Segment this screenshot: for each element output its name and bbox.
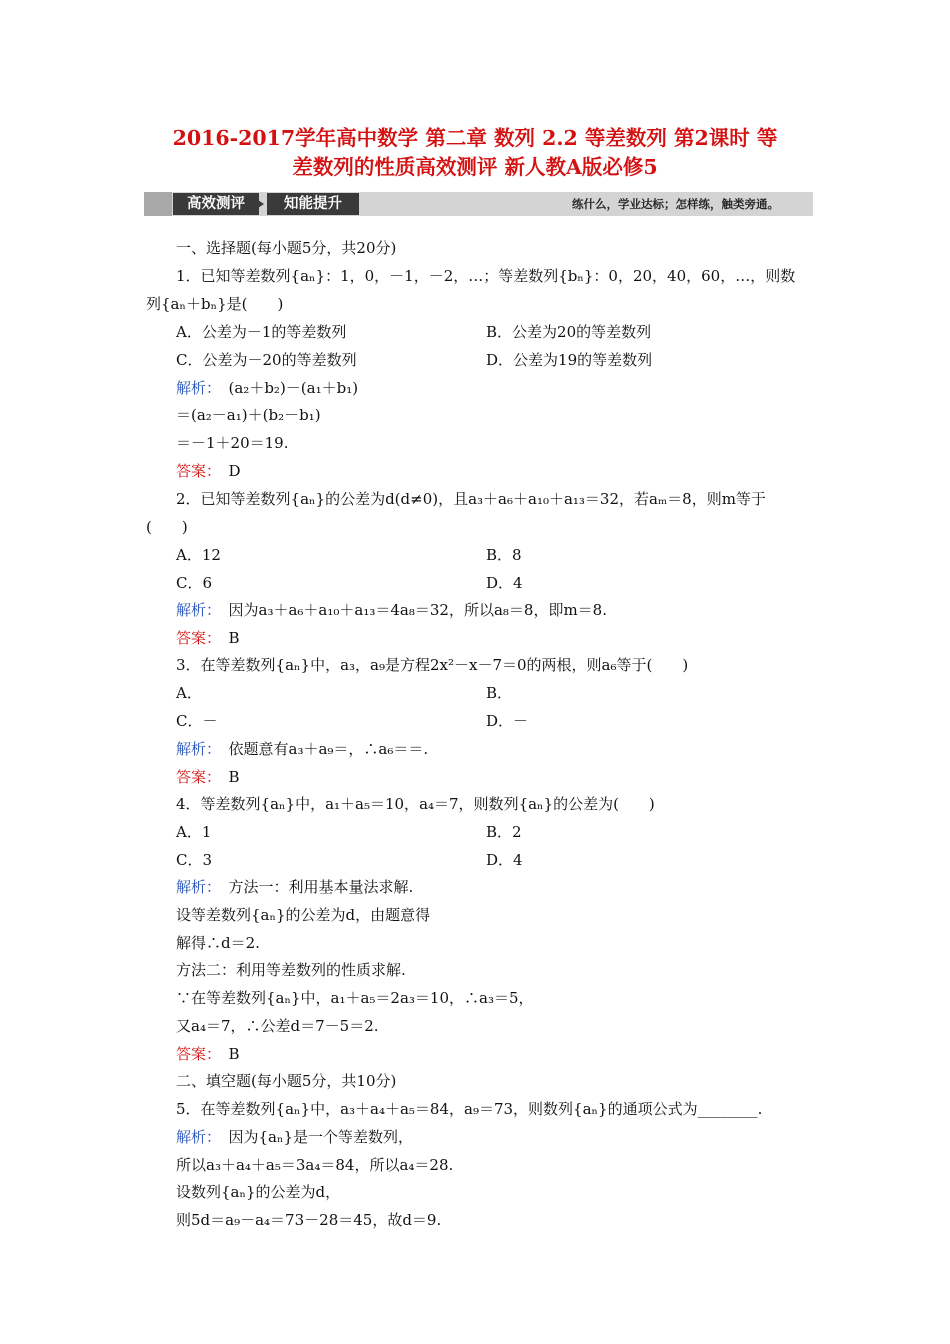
- text-line: [176, 988, 534, 1008]
- line-text: 4．等差数列{aₙ}中，a₁＋a₅＝10，a₄＝7，则数列{aₙ}的公差为( ): [176, 795, 655, 813]
- text-line: [176, 1127, 413, 1147]
- line-text: D．公差为19的等差数列: [486, 351, 653, 369]
- document-title: [130, 124, 820, 182]
- banner-motto: 练什么，学业达标；怎样练，触类旁通。: [572, 197, 779, 211]
- analysis-label: 解析：: [176, 740, 214, 758]
- text-line: [176, 794, 655, 814]
- line-text: D: [213, 462, 241, 480]
- line-text: 所以a₃＋a₄＋a₅＝3a₄＝84，所以a₄＝28.: [176, 1156, 454, 1174]
- answer-label: 答案：: [176, 462, 214, 480]
- text-line: [176, 1044, 240, 1064]
- title-line-2: 差数列的性质高效测评 新人教A版必修5: [292, 155, 658, 179]
- text-line: [176, 433, 289, 453]
- text-line: [176, 545, 221, 565]
- answer-label: 答案：: [176, 629, 214, 647]
- text-line: [146, 294, 283, 314]
- text-line: [176, 378, 358, 398]
- analysis-label: 解析：: [176, 878, 214, 896]
- line-text: B．8: [486, 546, 522, 564]
- line-text: ＝(a₂－a₁)＋(b₂－b₁): [176, 406, 321, 424]
- text-line: [176, 1016, 379, 1036]
- analysis-label: 解析：: [176, 1128, 214, 1146]
- text-line: [176, 960, 406, 980]
- answer-label: 答案：: [176, 1045, 214, 1063]
- text-line: [176, 238, 396, 258]
- text-line: [176, 266, 795, 286]
- line-text: 则5d＝a₉－a₄＝73－28＝45，故d＝9.: [176, 1211, 442, 1229]
- line-text: D．4: [486, 574, 523, 592]
- text-line: [486, 683, 512, 703]
- text-line: [176, 739, 428, 759]
- line-text: 列{aₙ＋bₙ}是( ): [146, 295, 284, 313]
- line-text: ∵在等差数列{aₙ}中，a₁＋a₅＝2a₃＝10，∴a₃＝5，: [176, 989, 534, 1007]
- text-line: [176, 655, 688, 675]
- line-text: 3．在等差数列{aₙ}中，a₃，a₉是方程2x²－x－7＝0的两根，则a₆等于( ): [176, 656, 689, 674]
- analysis-label: 解析：: [176, 379, 214, 397]
- text-line: [176, 905, 430, 925]
- text-line: [176, 767, 240, 787]
- text-line: [176, 350, 357, 370]
- text-line: [486, 711, 528, 731]
- line-text: C．6: [176, 574, 213, 592]
- text-line: [176, 489, 766, 509]
- line-text: ＝－1＋20＝19.: [176, 434, 289, 452]
- banner-stripe: [144, 192, 172, 216]
- text-line: [176, 1182, 340, 1202]
- line-text: 5．在等差数列{aₙ}中，a₃＋a₄＋a₅＝84，a₉＝73，则数列{aₙ}的通项公式为________.: [176, 1100, 763, 1118]
- text-line: [176, 1210, 441, 1230]
- line-text: 设等差数列{aₙ}的公差为d，由题意得: [176, 906, 431, 924]
- text-line: [176, 822, 211, 842]
- text-line: [176, 600, 607, 620]
- line-text: B: [213, 629, 240, 647]
- line-text: D．4: [486, 851, 523, 869]
- text-line: [486, 350, 652, 370]
- line-text: A．: [176, 684, 202, 702]
- line-text: 二、填空题(每小题5分，共10分): [176, 1072, 397, 1090]
- text-line: [176, 877, 413, 897]
- line-text: 1．已知等差数列{aₙ}：1，0，－1，－2，…；等差数列{bₙ}：0，20，40，60，…，则数: [176, 267, 796, 285]
- line-text: A．公差为－1的等差数列: [176, 323, 347, 341]
- banner-arrow-icon: [258, 200, 264, 208]
- line-text: D．－: [486, 712, 529, 730]
- text-line: [176, 933, 260, 953]
- line-text: 方法一：利用基本量法求解.: [213, 878, 414, 896]
- text-line: [486, 573, 523, 593]
- section-banner: [144, 192, 813, 216]
- text-line: [176, 1155, 453, 1175]
- line-text: C．公差为－20的等差数列: [176, 351, 357, 369]
- line-text: C．－: [176, 712, 218, 730]
- line-text: 设数列{aₙ}的公差为d，: [176, 1183, 341, 1201]
- line-text: 因为{aₙ}是一个等差数列，: [213, 1128, 414, 1146]
- text-line: [486, 545, 522, 565]
- line-text: (a₂＋b₂)－(a₁＋b₁): [213, 379, 359, 397]
- line-text: 依题意有a₃＋a₉＝，∴a₆＝＝.: [213, 740, 429, 758]
- line-text: B: [213, 1045, 240, 1063]
- text-line: [486, 822, 522, 842]
- text-line: [176, 405, 321, 425]
- text-line: [486, 322, 651, 342]
- text-line: [176, 322, 346, 342]
- title-line-1: 2016-2017学年高中数学 第二章 数列 2.2 等差数列 第2课时 等: [172, 126, 778, 150]
- text-line: [176, 628, 240, 648]
- text-line: [146, 517, 188, 537]
- line-text: B．公差为20的等差数列: [486, 323, 652, 341]
- line-text: B．: [486, 684, 513, 702]
- text-line: [486, 850, 523, 870]
- text-line: [176, 573, 212, 593]
- text-line: [176, 1071, 396, 1091]
- banner-tag-assessment: 高效测评: [173, 193, 259, 215]
- text-line: [176, 1099, 762, 1119]
- line-text: 又a₄＝7，∴公差d＝7－5＝2.: [176, 1017, 379, 1035]
- line-text: 2．已知等差数列{aₙ}的公差为d(d≠0)，且a₃＋a₆＋a₁₀＋a₁₃＝32，若aₘ＝8，则m等于: [176, 490, 766, 508]
- line-text: B．2: [486, 823, 522, 841]
- banner-tag-improvement: 知能提升: [267, 193, 359, 215]
- line-text: B: [213, 768, 240, 786]
- line-text: A．12: [176, 546, 221, 564]
- line-text: ( ): [146, 518, 188, 536]
- line-text: C．3: [176, 851, 213, 869]
- text-line: [176, 683, 202, 703]
- analysis-label: 解析：: [176, 601, 214, 619]
- text-line: [176, 711, 217, 731]
- text-line: [176, 461, 241, 481]
- answer-label: 答案：: [176, 768, 214, 786]
- line-text: A．1: [176, 823, 212, 841]
- line-text: 因为a₃＋a₆＋a₁₀＋a₁₃＝4a₈＝32，所以a₈＝8，即m＝8.: [213, 601, 607, 619]
- line-text: 解得∴d＝2.: [176, 934, 260, 952]
- line-text: 一、选择题(每小题5分，共20分): [176, 239, 397, 257]
- text-line: [176, 850, 212, 870]
- line-text: 方法二：利用等差数列的性质求解.: [176, 961, 406, 979]
